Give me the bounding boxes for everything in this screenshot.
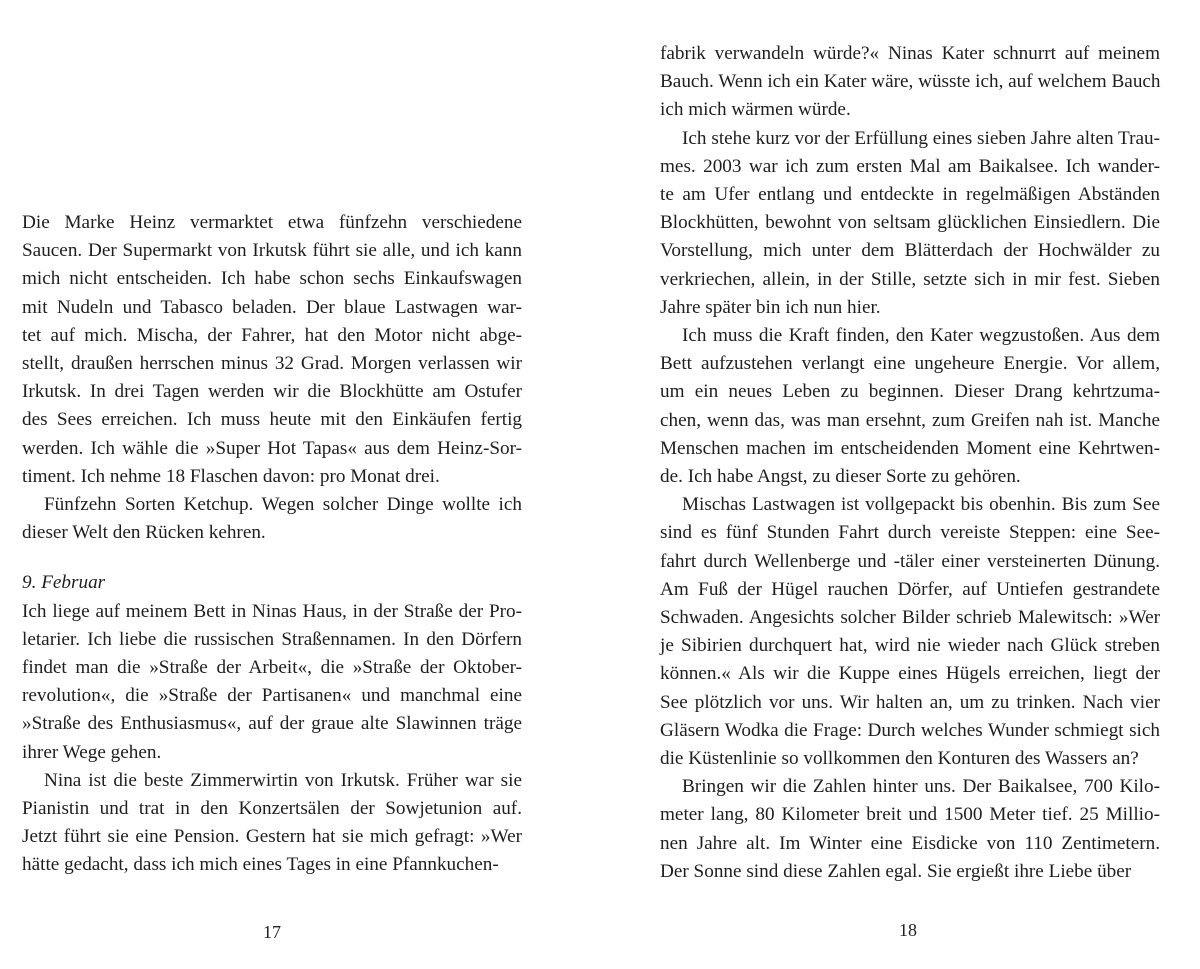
- text-line: Die Marke Heinz vermarktet etwa fünfzehn verschiedene: [22, 212, 522, 233]
- text-line: Ich liege auf meinem Bett in Ninas Haus, in der Straße der Pro-: [22, 600, 522, 622]
- text-line: timent. Ich nehme 18 Flaschen davon: pro Monat drei.: [22, 465, 440, 487]
- text-line: des Sees erreichen. Ich muss heute mit den Einkäufen fertig: [22, 409, 522, 431]
- text-line: Pianistin und trat in den Konzertsälen der Sowjetunion auf.: [22, 798, 522, 819]
- text-line: te am Ufer entlang und entdeckte in regelmäßigen Abständen: [660, 184, 1160, 205]
- text-line: Schwaden. Angesichts solcher Bilder schrieb Malewitsch: »Wer: [660, 607, 1160, 628]
- text-line: Nina ist die beste Zimmerwirtin von Irkutsk. Früher war sie: [44, 769, 522, 791]
- page-number-left: 17: [263, 922, 281, 942]
- text-line: revolution«, die »Straße der Partisanen« und manchmal eine: [22, 685, 522, 707]
- text-line: Irkutsk. In drei Tagen werden wir die Blockhütte am Ostufer: [22, 381, 522, 403]
- text-line: Saucen. Der Supermarkt von Irkutsk führt sie alle, und ich kann: [22, 240, 522, 262]
- text-line: Bringen wir die Zahlen hinter uns. Der Baikalsee, 700 Kilo-: [682, 776, 1160, 798]
- text-line: Jetzt führt sie eine Pension. Gestern hat sie mich gefragt: »Wer: [22, 826, 522, 848]
- text-line: mit Nudeln und Tabasco beladen. Der blaue Lastwagen war-: [22, 296, 522, 318]
- text-line: Ich muss die Kraft finden, den Kater wegzustoßen. Aus dem: [682, 325, 1160, 346]
- text-line: chen, wenn das, was man ersehnt, zum Greifen nah ist. Manche: [660, 409, 1160, 431]
- text-line: werden. Ich wähle die »Super Hot Tapas« aus dem Heinz-Sor-: [22, 437, 522, 459]
- text-line: See plötzlich vor uns. Wir halten an, um zu trinken. Nach vier: [660, 691, 1160, 713]
- text-line: Bett aufzustehen verlangt eine ungeheure Energie. Vor allem,: [660, 353, 1160, 375]
- text-line: stellt, draußen herrschen minus 32 Grad. Morgen verlassen wir: [22, 353, 522, 374]
- text-line: Blockhütten, bewohnt von seltsam glücklichen Einsiedlern. Die: [660, 212, 1160, 234]
- text-line: Bauch. Wenn ich ein Kater wäre, wüsste ich, auf welchem Bauch: [660, 71, 1161, 93]
- text-line: findet man die »Straße der Arbeit«, die »Straße der Oktober-: [22, 657, 522, 678]
- text-line: verkriechen, allein, in der Stille, setzte sich in mir fest. Sieben: [660, 268, 1160, 290]
- text-line: Mischas Lastwagen ist vollgepackt bis obenhin. Bis zum See: [682, 494, 1160, 516]
- text-line: Jahre später bin ich nun hier.: [660, 296, 881, 318]
- text-line: fabrik verwandeln würde?« Ninas Kater schnurrt auf meinem: [660, 43, 1160, 64]
- text-line: sind es fünf Stunden Fahrt durch vereiste Steppen: eine See-: [660, 522, 1160, 544]
- text-line: Vorstellung, mich unter dem Blätterdach der Hochwälder zu: [660, 240, 1160, 262]
- text-line: die Küstenlinie so vollkommen den Konturen des Wassers an?: [660, 748, 1139, 769]
- text-line: Menschen machen im entscheidenden Moment eine Kehrtwen-: [660, 437, 1160, 459]
- text-line: letarier. Ich liebe die russischen Straßennamen. In den Dörfern: [22, 628, 522, 650]
- page-number-right: 18: [899, 920, 917, 940]
- text-line: »Straße des Enthusiasmus«, auf der graue alte Slawinnen träge: [22, 713, 522, 735]
- text-line: ihrer Wege gehen.: [22, 741, 162, 763]
- text-line: Der Sonne sind diese Zahlen egal. Sie ergießt ihre Liebe über: [660, 860, 1132, 882]
- text-line: dieser Welt den Rücken kehren.: [22, 522, 266, 544]
- text-line: können.« Als wir die Kuppe eines Hügels erreichen, liegt der: [660, 663, 1160, 685]
- text-line: Gläsern Wodka die Frage: Durch welches Wunder schmiegt sich: [660, 719, 1160, 741]
- text-line: je Sibirien durchquert hat, wird nie wieder nach Glück streben: [660, 635, 1160, 657]
- date-heading: 9. Februar: [22, 572, 106, 594]
- text-line: meter lang, 80 Kilometer breit und 1500 Meter tief. 25 Millio-: [660, 804, 1160, 826]
- text-line: um ein neues Leben zu beginnen. Dieser Drang kehrtzuma-: [660, 381, 1160, 403]
- text-line: Fünfzehn Sorten Ketchup. Wegen solcher Dinge wollte ich: [44, 494, 522, 515]
- text-line: mich nicht entscheiden. Ich habe schon sechs Einkaufswagen: [22, 268, 522, 290]
- text-line: Ich stehe kurz vor der Erfüllung eines sieben Jahre alten Trau-: [682, 127, 1160, 149]
- text-line: ich mich wärmen würde.: [660, 99, 851, 121]
- text-line: mes. 2003 war ich zum ersten Mal am Baikalsee. Ich wander-: [660, 155, 1160, 177]
- text-line: fahrt durch Wellenberge und -täler einer versteinerten Dünung.: [660, 550, 1160, 572]
- text-line: de. Ich habe Angst, zu dieser Sorte zu gehören.: [660, 466, 1021, 487]
- text-line: nen Jahre alt. Im Winter eine Eisdicke von 110 Zentimetern.: [660, 832, 1160, 854]
- text-line: tet auf mich. Mischa, der Fahrer, hat den Motor nicht abge-: [22, 324, 522, 346]
- text-line: Am Fuß der Hügel rauchen Dörfer, auf Untiefen gestrandete: [660, 578, 1160, 600]
- text-line: hätte gedacht, dass ich mich eines Tages in eine Pfannkuchen-: [22, 854, 499, 876]
